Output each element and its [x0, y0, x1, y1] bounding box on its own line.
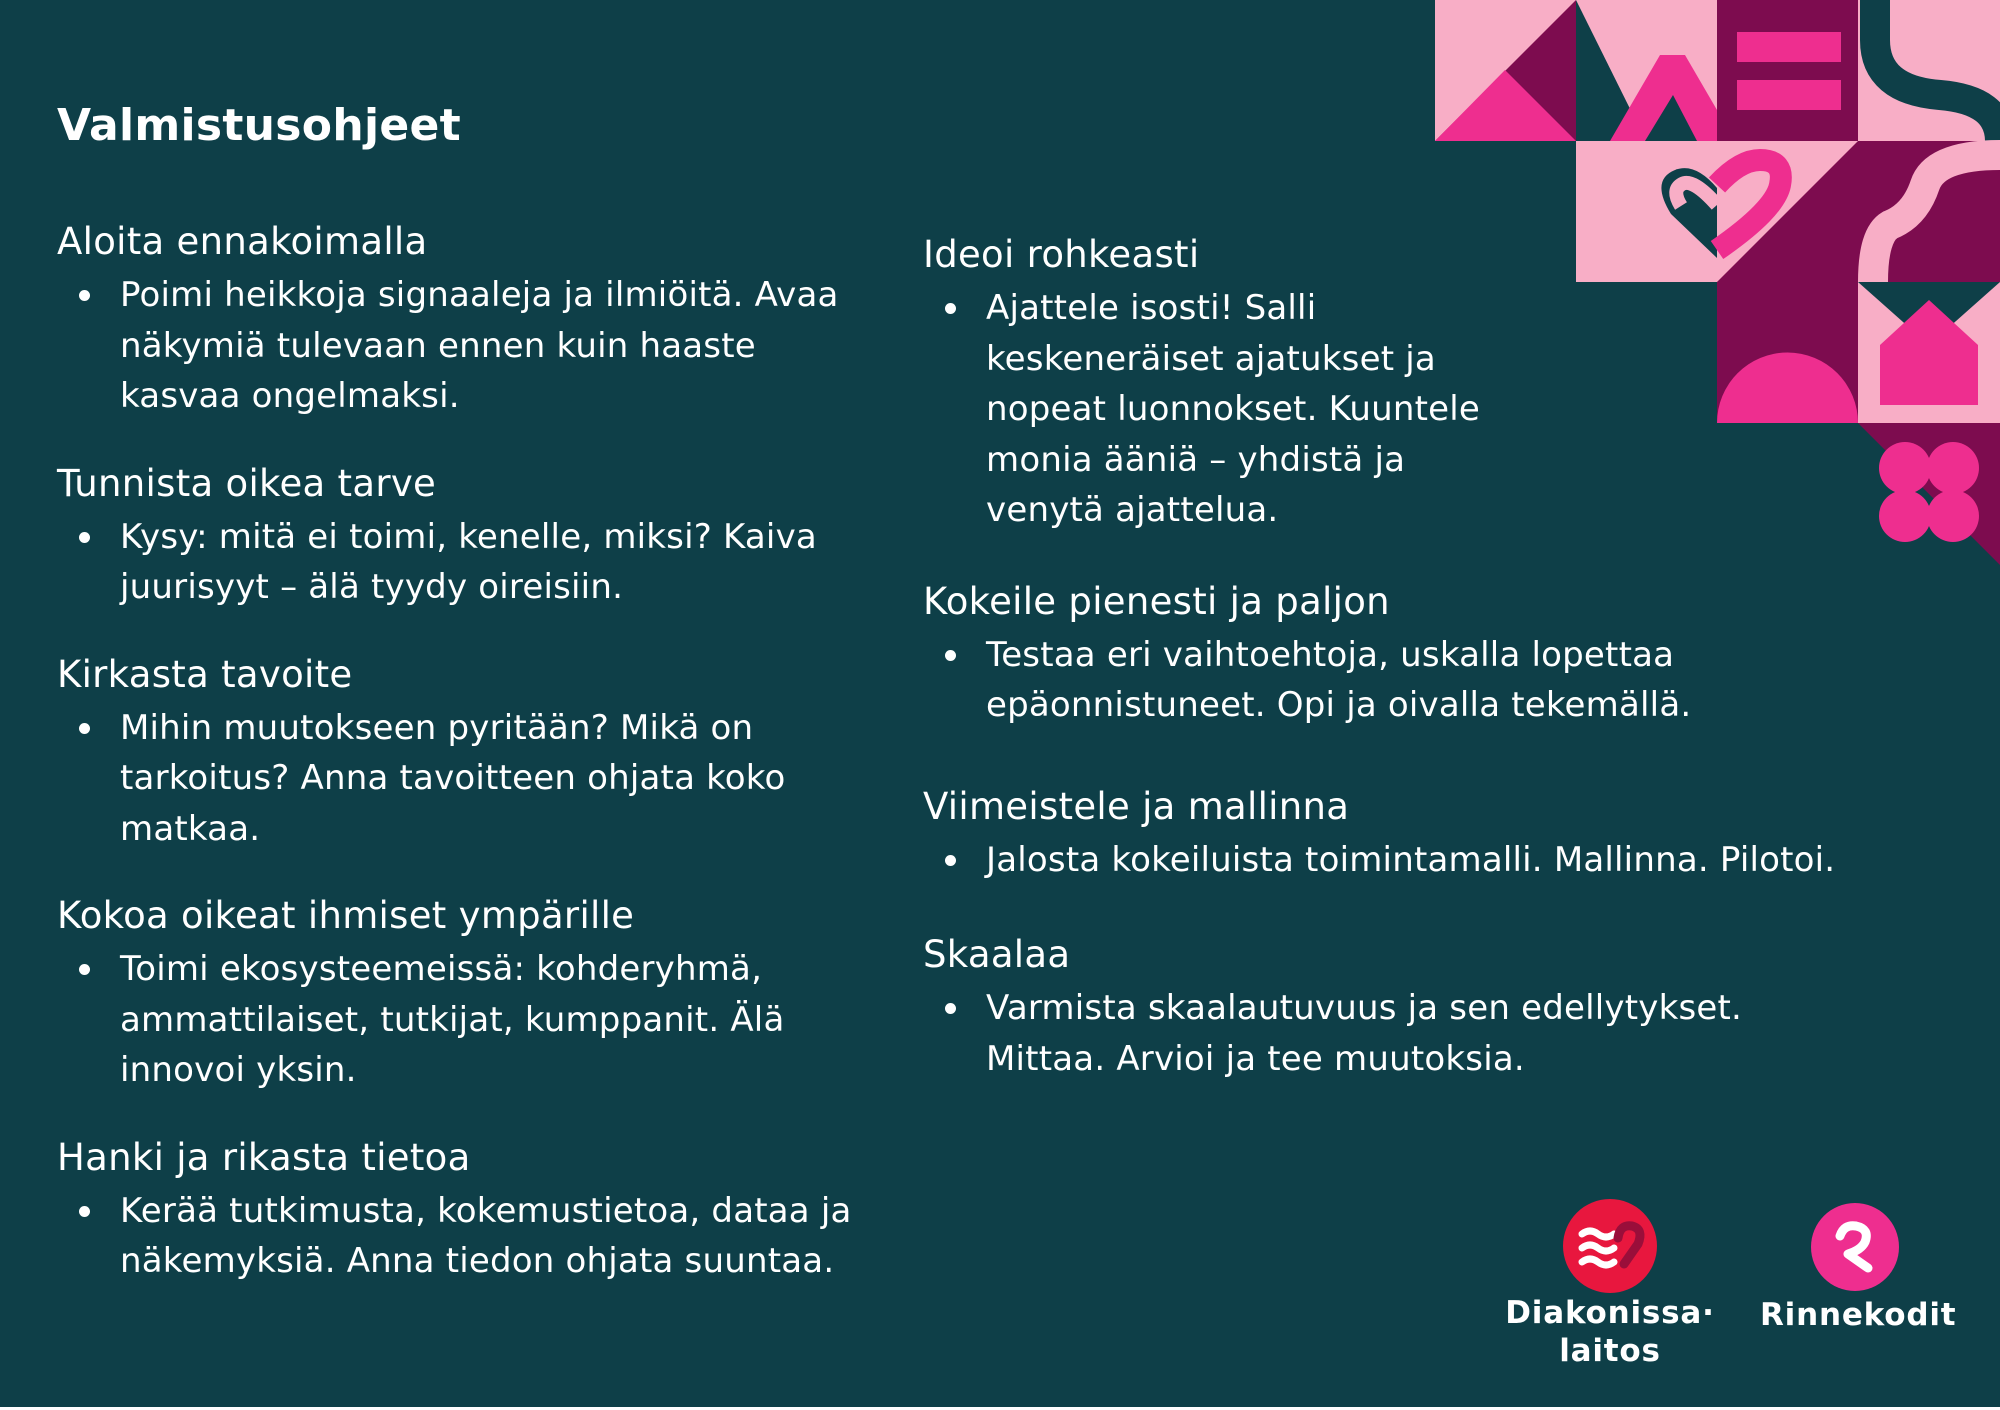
rinnekodit-logo-icon	[1810, 1202, 1900, 1292]
step-bullet: Toimi ekosysteemeissä: kohderyhmä, ammattilaiset, tutkijat, kumppanit. Älä innovoi yksin.	[57, 944, 840, 1096]
decorative-pattern	[1435, 0, 2000, 570]
step-bullet: Varmista skaalautuvuus ja sen edellytykset. Mittaa. Arvioi ja tee muutoksia.	[923, 983, 1863, 1084]
step-heading: Kokeile pienesti ja paljon	[923, 579, 1390, 623]
pattern-tile-bars	[1717, 0, 1858, 141]
step-bullet: Testaa eri vaihtoehtoja, uskalla lopettaa epäonnistuneet. Opi ja oivalla tekemällä.	[923, 630, 1863, 731]
pattern-tile-roof	[1576, 0, 1717, 141]
step-bullet: Jalosta kokeiluista toimintamalli. Mallinna. Pilotoi.	[923, 835, 1863, 886]
step-heading: Tunnista oikea tarve	[57, 461, 437, 505]
pattern-tile-heart-right	[1717, 141, 1858, 282]
step-list	[57, 512, 877, 613]
step-bullet: Poimi heikkoja signaaleja ja ilmiöitä. Avaa näkymiä tulevaan ennen kuin haaste kasvaa ongelmaksi.	[57, 270, 880, 422]
step-section	[923, 929, 1863, 1084]
rinnekodit-logo	[1760, 1202, 1957, 1334]
step-bullet: Mihin muutokseen pyritään? Mikä on tarkoitus? Anna tavoitteen ohjata koko matkaa.	[57, 703, 840, 855]
step-bullet: Ajattele isosti! Salli keskeneräiset ajatukset ja nopeat luonnokset. Kuuntele monia ääniä – yhdistä ja venytä ajattelua.	[923, 283, 1526, 536]
page-title: Valmistusohjeet	[57, 100, 461, 151]
step-heading: Hanki ja rikasta tietoa	[57, 1135, 471, 1179]
pattern-tile-house	[1858, 282, 2000, 423]
step-list	[923, 835, 1863, 886]
pattern-tile-flower	[1858, 423, 2000, 565]
step-list	[57, 270, 877, 422]
step-section	[57, 216, 877, 422]
step-section	[57, 649, 877, 855]
pattern-tile-wave	[1858, 141, 2000, 282]
step-heading: Aloita ennakoimalla	[57, 220, 428, 263]
step-section	[57, 890, 877, 1096]
pattern-tile-triangles	[1435, 0, 1576, 141]
step-heading: Ideoi rohkeasti	[923, 233, 1200, 276]
step-heading: Skaalaa	[923, 933, 1071, 976]
step-section	[923, 576, 1863, 731]
diakonissalaitos-logo-text: Diakonissa· laitos	[1505, 1295, 1715, 1369]
pattern-tile-semicircle	[1717, 282, 1858, 423]
step-heading: Kokoa oikeat ihmiset ympärille	[57, 894, 635, 937]
pattern-tile-curve	[1858, 0, 2000, 141]
pattern-tile-heart	[1576, 141, 1717, 282]
diakonissalaitos-logo-icon	[1562, 1198, 1658, 1294]
step-section	[57, 458, 877, 613]
diakonissalaitos-logo	[1500, 1198, 1720, 1370]
step-list	[57, 1186, 877, 1287]
step-list	[57, 944, 877, 1096]
rinnekodit-logo-text: Rinnekodit	[1760, 1297, 1957, 1333]
step-list	[57, 703, 877, 855]
step-heading: Viimeistele ja mallinna	[923, 784, 1350, 828]
step-section	[923, 781, 1863, 886]
step-list	[923, 630, 1863, 731]
step-bullet: Kerää tutkimusta, kokemustietoa, dataa ja näkemyksiä. Anna tiedon ohjata suuntaa.	[57, 1186, 880, 1287]
step-heading: Kirkasta tavoite	[57, 652, 353, 696]
step-section	[57, 1132, 877, 1287]
step-list	[923, 983, 1863, 1084]
step-bullet: Kysy: mitä ei toimi, kenelle, miksi? Kaiva juurisyyt – älä tyydy oireisiin.	[57, 512, 820, 613]
left-column	[57, 216, 877, 1323]
